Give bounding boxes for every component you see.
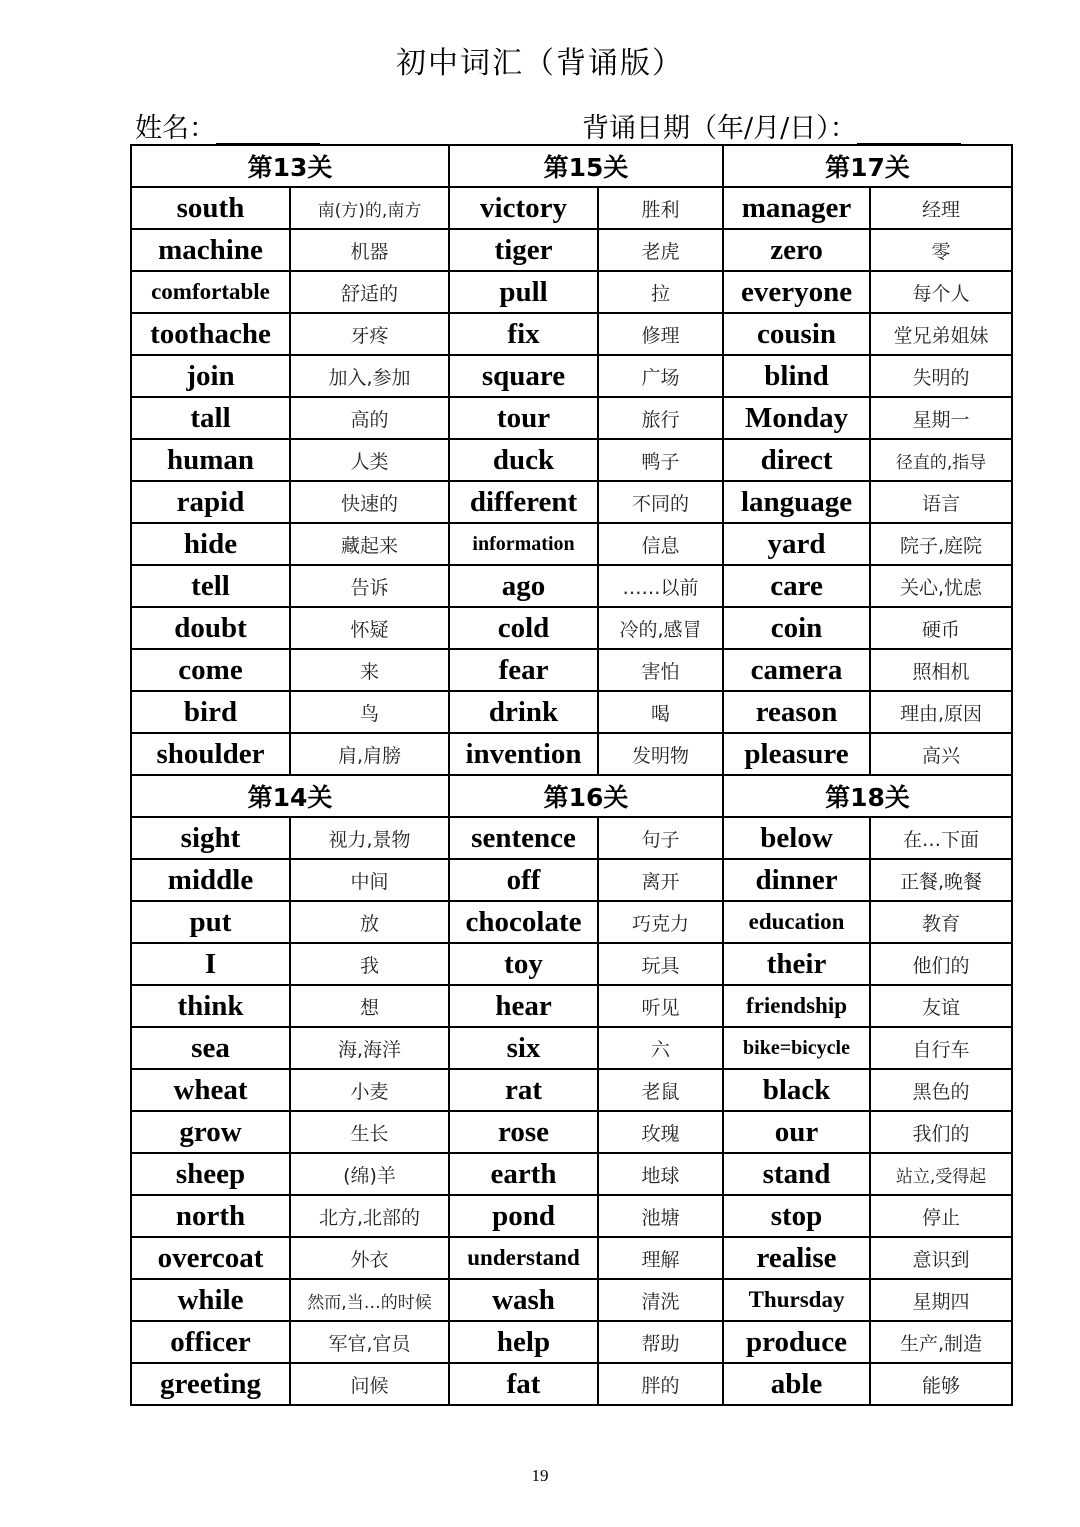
english-word: produce — [723, 1321, 870, 1363]
chinese-meaning: 清洗 — [598, 1279, 723, 1321]
english-word: comfortable — [131, 271, 290, 313]
section-header-row — [131, 775, 1012, 817]
english-word: sea — [131, 1027, 290, 1069]
english-word: machine — [131, 229, 290, 271]
english-word: coin — [723, 607, 870, 649]
english-word: bird — [131, 691, 290, 733]
chinese-meaning: 意识到 — [870, 1237, 1012, 1279]
english-word: greeting — [131, 1363, 290, 1405]
chinese-meaning: 高兴 — [870, 733, 1012, 775]
english-word: fear — [449, 649, 598, 691]
english-word: bike=bicycle — [723, 1027, 870, 1069]
chinese-meaning: 池塘 — [598, 1195, 723, 1237]
chinese-meaning: 每个人 — [870, 271, 1012, 313]
chinese-meaning: 高的 — [290, 397, 449, 439]
chinese-meaning: 信息 — [598, 523, 723, 565]
date-label: 背诵日期（年/月/日）： — [582, 113, 857, 144]
chinese-meaning: 他们的 — [870, 943, 1012, 985]
english-word: join — [131, 355, 290, 397]
chinese-meaning: 胖的 — [598, 1363, 723, 1405]
chinese-meaning: 星期一 — [870, 397, 1012, 439]
table-row — [131, 817, 1012, 859]
table-row — [131, 1069, 1012, 1111]
english-word: education — [723, 901, 870, 943]
level-header: 第15关 — [449, 145, 723, 187]
chinese-meaning: 快速的 — [290, 481, 449, 523]
table-row — [131, 355, 1012, 397]
english-word: shoulder — [131, 733, 290, 775]
english-word: information — [449, 523, 598, 565]
level-header: 第17关 — [723, 145, 1012, 187]
english-word: chocolate — [449, 901, 598, 943]
section-header-row — [131, 145, 1012, 187]
chinese-meaning: 海,海洋 — [290, 1027, 449, 1069]
chinese-meaning: 北方,北部的 — [290, 1195, 449, 1237]
chinese-meaning: 拉 — [598, 271, 723, 313]
chinese-meaning: 理解 — [598, 1237, 723, 1279]
chinese-meaning: 语言 — [870, 481, 1012, 523]
chinese-meaning: 想 — [290, 985, 449, 1027]
english-word: cousin — [723, 313, 870, 355]
chinese-meaning: 地球 — [598, 1153, 723, 1195]
level-header: 第18关 — [723, 775, 1012, 817]
table-row — [131, 523, 1012, 565]
table-row — [131, 439, 1012, 481]
english-word: tour — [449, 397, 598, 439]
english-word: off — [449, 859, 598, 901]
table-row — [131, 187, 1012, 229]
english-word: their — [723, 943, 870, 985]
chinese-meaning: 经理 — [870, 187, 1012, 229]
english-word: toothache — [131, 313, 290, 355]
english-word: rapid — [131, 481, 290, 523]
english-word: tall — [131, 397, 290, 439]
chinese-meaning: 南(方)的,南方 — [290, 187, 449, 229]
chinese-meaning: 径直的,指导 — [870, 439, 1012, 481]
chinese-meaning: 正餐,晚餐 — [870, 859, 1012, 901]
level-header: 第16关 — [449, 775, 723, 817]
chinese-meaning: 喝 — [598, 691, 723, 733]
chinese-meaning: 来 — [290, 649, 449, 691]
table-row — [131, 1321, 1012, 1363]
english-word: grow — [131, 1111, 290, 1153]
english-word: human — [131, 439, 290, 481]
chinese-meaning: 堂兄弟姐妹 — [870, 313, 1012, 355]
english-word: ago — [449, 565, 598, 607]
english-word: sheep — [131, 1153, 290, 1195]
vocabulary-table — [130, 144, 1013, 1406]
english-word: wheat — [131, 1069, 290, 1111]
chinese-meaning: 鸭子 — [598, 439, 723, 481]
chinese-meaning: 中间 — [290, 859, 449, 901]
chinese-meaning: 照相机 — [870, 649, 1012, 691]
chinese-meaning: 老虎 — [598, 229, 723, 271]
english-word: direct — [723, 439, 870, 481]
table-row — [131, 943, 1012, 985]
english-word: officer — [131, 1321, 290, 1363]
english-word: cold — [449, 607, 598, 649]
english-word: fix — [449, 313, 598, 355]
english-word: tiger — [449, 229, 598, 271]
english-word: blind — [723, 355, 870, 397]
english-word: friendship — [723, 985, 870, 1027]
chinese-meaning: 冷的,感冒 — [598, 607, 723, 649]
level-header: 第14关 — [131, 775, 449, 817]
chinese-meaning: 站立,受得起 — [870, 1153, 1012, 1195]
chinese-meaning: 鸟 — [290, 691, 449, 733]
chinese-meaning: 然而,当…的时候 — [290, 1279, 449, 1321]
chinese-meaning: 玫瑰 — [598, 1111, 723, 1153]
english-word: black — [723, 1069, 870, 1111]
chinese-meaning: 帮助 — [598, 1321, 723, 1363]
chinese-meaning: 生长 — [290, 1111, 449, 1153]
english-word: pond — [449, 1195, 598, 1237]
english-word: pull — [449, 271, 598, 313]
english-word: drink — [449, 691, 598, 733]
english-word: square — [449, 355, 598, 397]
chinese-meaning: 我们的 — [870, 1111, 1012, 1153]
chinese-meaning: 离开 — [598, 859, 723, 901]
chinese-meaning: 句子 — [598, 817, 723, 859]
table-row — [131, 607, 1012, 649]
chinese-meaning: 机器 — [290, 229, 449, 271]
chinese-meaning: 军官,官员 — [290, 1321, 449, 1363]
english-word: doubt — [131, 607, 290, 649]
english-word: sight — [131, 817, 290, 859]
english-word: able — [723, 1363, 870, 1405]
table-row — [131, 313, 1012, 355]
chinese-meaning: 星期四 — [870, 1279, 1012, 1321]
table-row — [131, 1237, 1012, 1279]
chinese-meaning: 玩具 — [598, 943, 723, 985]
name-field — [135, 106, 320, 145]
table-row — [131, 481, 1012, 523]
english-word: tell — [131, 565, 290, 607]
chinese-meaning: 我 — [290, 943, 449, 985]
english-word: pleasure — [723, 733, 870, 775]
chinese-meaning: 理由,原因 — [870, 691, 1012, 733]
chinese-meaning: 失明的 — [870, 355, 1012, 397]
english-word: manager — [723, 187, 870, 229]
chinese-meaning: 人类 — [290, 439, 449, 481]
table-row — [131, 733, 1012, 775]
english-word: hide — [131, 523, 290, 565]
chinese-meaning: 教育 — [870, 901, 1012, 943]
english-word: Thursday — [723, 1279, 870, 1321]
english-word: everyone — [723, 271, 870, 313]
chinese-meaning: 自行车 — [870, 1027, 1012, 1069]
chinese-meaning: 黑色的 — [870, 1069, 1012, 1111]
chinese-meaning: 视力,景物 — [290, 817, 449, 859]
chinese-meaning: 加入,参加 — [290, 355, 449, 397]
table-row — [131, 1153, 1012, 1195]
table-row — [131, 271, 1012, 313]
level-header: 第13关 — [131, 145, 449, 187]
english-word: come — [131, 649, 290, 691]
chinese-meaning: 问候 — [290, 1363, 449, 1405]
chinese-meaning: 生产,制造 — [870, 1321, 1012, 1363]
table-row — [131, 229, 1012, 271]
chinese-meaning: 零 — [870, 229, 1012, 271]
english-word: language — [723, 481, 870, 523]
chinese-meaning: 老鼠 — [598, 1069, 723, 1111]
table-row — [131, 901, 1012, 943]
chinese-meaning: 硬币 — [870, 607, 1012, 649]
chinese-meaning: 怀疑 — [290, 607, 449, 649]
page-number: 19 — [531, 1466, 549, 1485]
chinese-meaning: 友谊 — [870, 985, 1012, 1027]
table-row — [131, 691, 1012, 733]
english-word: zero — [723, 229, 870, 271]
chinese-meaning: 不同的 — [598, 481, 723, 523]
english-word: south — [131, 187, 290, 229]
chinese-meaning: 肩,肩膀 — [290, 733, 449, 775]
name-label: 姓名： — [135, 113, 216, 144]
chinese-meaning: (绵)羊 — [290, 1153, 449, 1195]
chinese-meaning: 在…下面 — [870, 817, 1012, 859]
english-word: our — [723, 1111, 870, 1153]
chinese-meaning: 害怕 — [598, 649, 723, 691]
english-word: Monday — [723, 397, 870, 439]
table-row — [131, 397, 1012, 439]
chinese-meaning: 外衣 — [290, 1237, 449, 1279]
english-word: fat — [449, 1363, 598, 1405]
english-word: care — [723, 565, 870, 607]
english-word: six — [449, 1027, 598, 1069]
chinese-meaning: 旅行 — [598, 397, 723, 439]
english-word: rose — [449, 1111, 598, 1153]
chinese-meaning: 告诉 — [290, 565, 449, 607]
english-word: middle — [131, 859, 290, 901]
english-word: duck — [449, 439, 598, 481]
english-word: stand — [723, 1153, 870, 1195]
chinese-meaning: 关心,忧虑 — [870, 565, 1012, 607]
chinese-meaning: 舒适的 — [290, 271, 449, 313]
english-word: think — [131, 985, 290, 1027]
chinese-meaning: 小麦 — [290, 1069, 449, 1111]
table-row — [131, 565, 1012, 607]
page-title: 初中词汇（背诵版） — [396, 46, 684, 81]
table-row — [131, 1279, 1012, 1321]
english-word: help — [449, 1321, 598, 1363]
chinese-meaning: 广场 — [598, 355, 723, 397]
english-word: below — [723, 817, 870, 859]
table-row — [131, 1027, 1012, 1069]
english-word: different — [449, 481, 598, 523]
english-word: camera — [723, 649, 870, 691]
chinese-meaning: 院子,庭院 — [870, 523, 1012, 565]
english-word: north — [131, 1195, 290, 1237]
chinese-meaning: 六 — [598, 1027, 723, 1069]
chinese-meaning: 修理 — [598, 313, 723, 355]
chinese-meaning: 巧克力 — [598, 901, 723, 943]
english-word: wash — [449, 1279, 598, 1321]
chinese-meaning: 听见 — [598, 985, 723, 1027]
english-word: invention — [449, 733, 598, 775]
english-word: while — [131, 1279, 290, 1321]
date-field — [582, 106, 961, 145]
english-word: yard — [723, 523, 870, 565]
chinese-meaning: 藏起来 — [290, 523, 449, 565]
english-word: stop — [723, 1195, 870, 1237]
english-word: dinner — [723, 859, 870, 901]
english-word: overcoat — [131, 1237, 290, 1279]
english-word: understand — [449, 1237, 598, 1279]
english-word: hear — [449, 985, 598, 1027]
chinese-meaning: 发明物 — [598, 733, 723, 775]
english-word: realise — [723, 1237, 870, 1279]
table-row — [131, 1111, 1012, 1153]
english-word: put — [131, 901, 290, 943]
table-row — [131, 1363, 1012, 1405]
english-word: rat — [449, 1069, 598, 1111]
english-word: reason — [723, 691, 870, 733]
chinese-meaning: 胜利 — [598, 187, 723, 229]
table-row — [131, 985, 1012, 1027]
chinese-meaning: 放 — [290, 901, 449, 943]
english-word: I — [131, 943, 290, 985]
chinese-meaning: ……以前 — [598, 565, 723, 607]
english-word: toy — [449, 943, 598, 985]
table-row — [131, 649, 1012, 691]
english-word: victory — [449, 187, 598, 229]
chinese-meaning: 牙疼 — [290, 313, 449, 355]
table-row — [131, 859, 1012, 901]
english-word: earth — [449, 1153, 598, 1195]
english-word: sentence — [449, 817, 598, 859]
table-row — [131, 1195, 1012, 1237]
chinese-meaning: 停止 — [870, 1195, 1012, 1237]
chinese-meaning: 能够 — [870, 1363, 1012, 1405]
